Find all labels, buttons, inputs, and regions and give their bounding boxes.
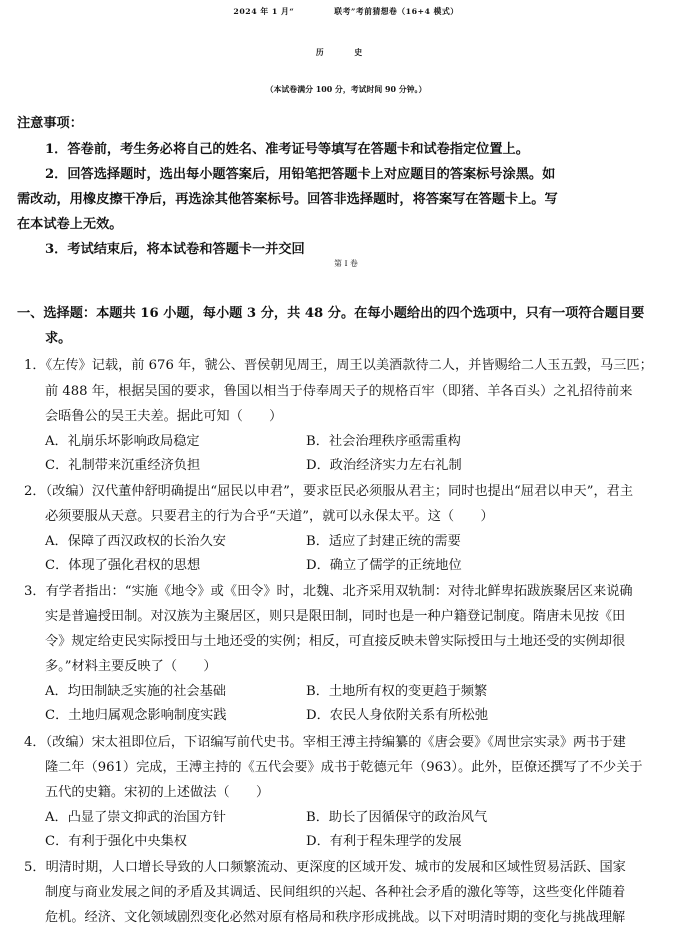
question-5-line: 制度与商业发展之间的矛盾及其调适、民间组织的兴起、各种社会矛盾的激化等等，这些变化伴随着	[45, 885, 626, 900]
notice-item: 1．答卷前，考生务必将自己的姓名、准考证号等填写在答题卡和试卷指定位置上。	[45, 142, 529, 157]
exam-title	[0, 6, 692, 17]
question-2-line: 必须要服从天意。只要君主的行为合乎“天道”，就可以永保太平。这（ ）	[45, 509, 494, 524]
question-4-line: 4．（改编）宋太祖即位后，下诏编写前代史书。宰相王溥主持编纂的《唐会要》《周世宗实录》两书于建	[24, 735, 626, 750]
notice-heading: 注意事项：	[17, 116, 83, 131]
question-3-line: 3．有学者指出：“实施《地令》或《田令》时，北魏、北齐采用双轨制：对待北鲜卑拓跋族聚居区来说确	[24, 584, 633, 599]
question-5-line: 5．明清时期，人口增长导致的人口频繁流动、更深度的区域开发、城市的发展和区域性贸易活跃、国家	[24, 860, 626, 875]
question-2-option-a: A．保障了西汉政权的长治久安	[45, 534, 226, 549]
question-2-option-c: C．体现了强化君权的思想	[45, 558, 201, 573]
question-4-option-c: C．有利于强化中央集权	[45, 834, 187, 849]
notice-item: 在本试卷上无效。	[17, 217, 123, 232]
question-1-line: 1．《左传》记载，前 676 年，虢公、晋侯朝见周王，周王以美酒款待二人，并皆赐给二人玉五瑴，马三匹；	[24, 358, 653, 373]
question-1-option-a: A．礼崩乐坏影响政局稳定	[45, 434, 200, 449]
question-5-line: 危机。经济、文化领域剧烈变化必然对原有格局和秩序形成挑战。以下对明清时期的变化与挑战理解	[45, 910, 626, 925]
question-1-option-d: D．政治经济实力左右礼制	[306, 458, 462, 473]
question-1-line: 会晤鲁公的吴王夫差。据此可知（ ）	[45, 409, 283, 424]
notice-item: 3．考试结束后，将本试卷和答题卡一并交回	[45, 242, 305, 257]
notice-item: 2．回答选择题时，选出每小题答案后，用铅笔把答题卡上对应题目的答案标号涂黑。如	[45, 167, 556, 182]
subject-title: 历 史	[315, 48, 377, 57]
question-3-option-b: B．土地所有权的变更趋于频繁	[306, 684, 488, 699]
question-3-option-d: D．农民人身依附关系有所松弛	[306, 708, 489, 723]
section-heading: 一、选择题：本题共 16 小题，每小题 3 分，共 48 分。在每小题给出的四个选项中，只有一项符合题目要	[17, 306, 645, 321]
exam-title-right: 联考”考前猜想卷（16+4 模式）	[334, 7, 459, 16]
exam-meta: （本试卷满分 100 分，考试时间 90 分钟。）	[265, 85, 427, 94]
question-4-line: 隆二年（961）完成，王溥主持的《五代会要》成书于乾德元年（963）。此外，臣僚还撰写了不少关于	[45, 760, 643, 775]
notice-item: 需改动，用橡皮擦干净后，再选涂其他答案标号。回答非选择题时，将答案写在答题卡上。写	[17, 192, 558, 207]
question-3-line: 实是普遍授田制。对汉族为主聚居区，则只是限田制，同时也是一种户籍登记制度。隋唐未见按《田	[45, 609, 626, 624]
question-4-option-b: B．助长了因循保守的政治风气	[306, 810, 488, 825]
question-4-option-d: D．有利于程朱理学的发展	[306, 834, 462, 849]
question-3-option-c: C．土地归属观念影响制度实践	[45, 708, 227, 723]
question-4-option-a: A．凸显了崇文抑武的治国方针	[45, 810, 226, 825]
question-1-line: 前 488 年，根据吴国的要求，鲁国以相当于侍奉周天子的规格百牢（即猪、羊各百头）之礼招待前来	[45, 384, 633, 399]
question-1-option-b: B．社会治理秩序亟需重构	[306, 434, 461, 449]
part-title: 第 I 卷	[334, 259, 358, 268]
exam-title-left: 2024 年 1 月“	[233, 7, 295, 16]
question-3-line: 令》规定给吏民实际授田与土地还受的实例；相反，可直接反映未曾实际授田与土地还受的实例却很	[45, 634, 626, 649]
question-3-line: 多。”材料主要反映了（ ）	[45, 659, 217, 674]
question-2-option-d: D．确立了儒学的正统地位	[306, 558, 462, 573]
question-2-option-b: B．适应了封建正统的需要	[306, 534, 461, 549]
question-1-option-c: C．礼制带来沉重经济负担	[45, 458, 201, 473]
question-2-line: 2．（改编）汉代董仲舒明确提出“屈民以申君”，要求臣民必须服从君主；同时也提出“屈君以申天”，君主	[24, 484, 634, 499]
section-heading-cont: 求。	[45, 331, 72, 346]
question-3-option-a: A．均田制缺乏实施的社会基础	[45, 684, 226, 699]
question-4-line: 五代的史籍。宋初的上述做法（ ）	[45, 785, 270, 800]
